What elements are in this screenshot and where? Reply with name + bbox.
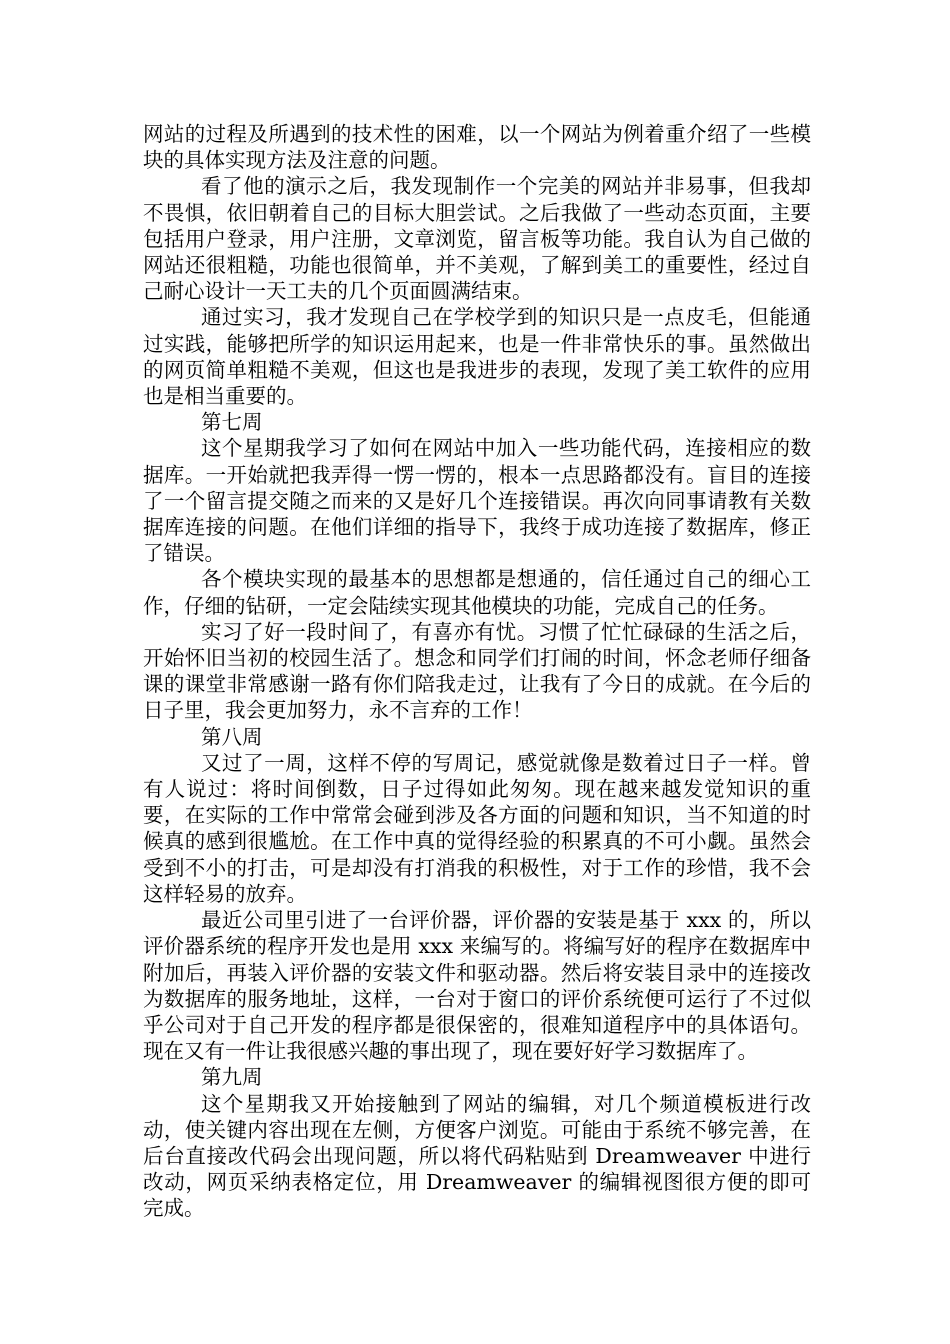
week-heading: 第七周	[201, 410, 263, 435]
week-heading: 第九周	[201, 1065, 263, 1090]
paragraph: 实习了好一段时间了，有喜亦有忧。习惯了忙忙碌碌的生活之后，开始怀旧当初的校园生活了。想念和同学们打闹的时间，怀念老师仔细备课的课堂非常感谢一路有你们陪我走过，让我有了今日的成就。在今后的日子里，我会更加努力，永不言弃的工作！	[143, 619, 811, 723]
paragraph: 网站的过程及所遇到的技术性的困难，以一个网站为例着重介绍了一些模块的具体实现方法及注意的问题。	[143, 122, 811, 173]
paragraph: 这个星期我学习了如何在网站中加入一些功能代码，连接相应的数据库。一开始就把我弄得一愣一愣的，根本一点思路都没有。盲目的连接了一个留言提交随之而来的又是好几个连接错误。再次向同事请教有关数据库连接的问题。在他们详细的指导下，我终于成功连接了数据库，修正了错误。	[143, 436, 811, 566]
paragraph: 又过了一周，这样不停的写周记，感觉就像是数着过日子一样。曾有人说过：将时间倒数，日子过得如此匆匆。现在越来越发觉知识的重要，在实际的工作中常常会碰到涉及各方面的问题和知识，当不知道的时候真的感到很尴尬。在工作中真的觉得经验的积累真的不可小觑。虽然会受到不小的打击，可是却没有打消我的积极性，对于工作的珍惜，我不会这样轻易的放弃。	[143, 750, 811, 906]
document-page	[143, 121, 811, 1222]
paragraph: 最近公司里引进了一台评价器，评价器的安装是基于 xxx 的，所以评价器系统的程序开发也是用 xxx 来编写的。将编写好的程序在数据库中附加后，再装入评价器的安装文件和驱动器。然后将安装目录中的连接改为数据库的服务地址，这样，一台对于窗口的评价系统便可运行了不过似乎公司对于自己开发的程序都是很保密的，很难知道程序中的具体语句。现在又有一件让我很感兴趣的事出现了，现在要好好学习数据库了。	[143, 908, 811, 1064]
paragraph: 各个模块实现的最基本的思想都是想通的，信任通过自己的细心工作，仔细的钻研，一定会陆续实现其他模块的功能，完成自己的任务。	[143, 567, 811, 618]
paragraph: 通过实习，我才发现自己在学校学到的知识只是一点皮毛，但能通过实践，能够把所学的知识运用起来，也是一件非常快乐的事。虽然做出的网页简单粗糙不美观，但这也是我进步的表现，发现了美工软件的应用也是相当重要的。	[143, 305, 811, 409]
paragraph: 看了他的演示之后，我发现制作一个完美的网站并非易事，但我却不畏惧，依旧朝着自己的目标大胆尝试。之后我做了一些动态页面，主要包括用户登录，用户注册，文章浏览，留言板等功能。我自认为自己做的网站还很粗糙，功能也很简单，并不美观，了解到美工的重要性，经过自己耐心设计一天工夫的几个页面圆满结束。	[143, 174, 811, 304]
week-heading: 第八周	[201, 724, 263, 749]
paragraph: 这个星期我又开始接触到了网站的编辑，对几个频道模板进行改动，使关键内容出现在左侧，方便客户浏览。可能由于系统不够完善，在后台直接改代码会出现问题，所以将代码粘贴到 Dreamweaver 中进行改动，网页采纳表格定位，用 Dreamweaver 的编辑视图很方便的即可完成。	[143, 1091, 811, 1221]
